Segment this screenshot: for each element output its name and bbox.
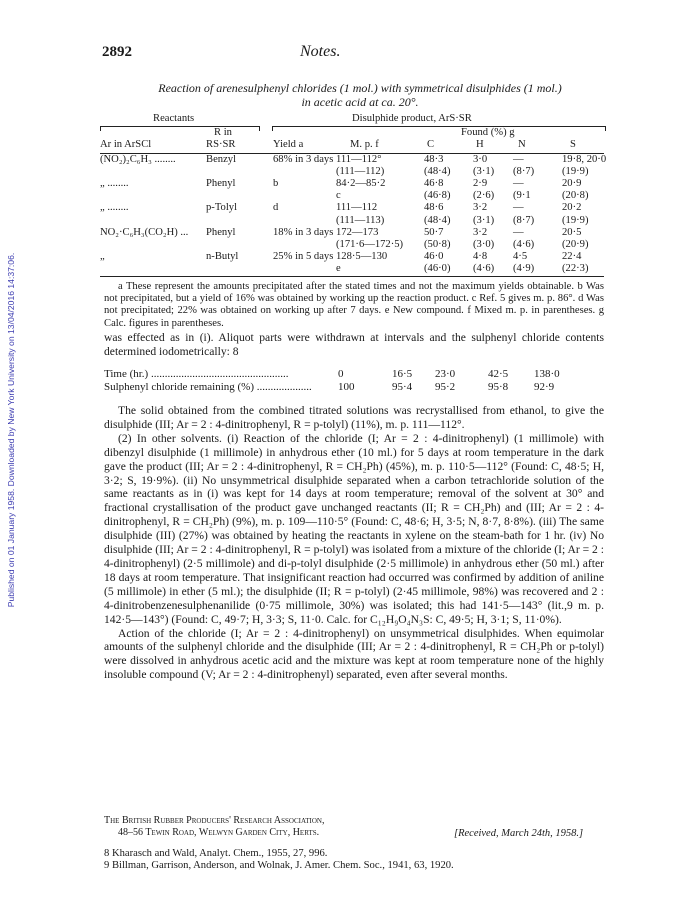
cell-mp: c bbox=[336, 190, 341, 202]
cell-r: n-Butyl bbox=[206, 250, 239, 262]
paragraph-2: (2) In other solvents. (i) Reaction of the chloride (I; Ar = 2 : 4-dinitrophenyl) (1 millimole) with dibenzyl disulphide (1 millimole) in anhydrous ether (10 ml.) for 5 days at room temperature in the dark gave the product (III; Ar = 2 : 4-dinitrophenyl, R = CH₂Ph) (45%), m. p. 110·5—112° (Found: C, 48·5; H, 3·2; S, 19·9%). (ii) No unsymmetrical disulphide separated when a carbon tetrachloride solution of the same reactants as in (i) was kept for 14 days at room temperature; removal of the solvent at 30° and fractional crystallisation of the product gave unchanged reactants (II; R = CH₂Ph) and (III; Ar = 2 : 4-dinitrophenyl, R = CH₂Ph) (9%), m. p. 109—110·5° (Found: C, 48·6; H, 3·5; N, 8·7, 8·8%). (iii) The same disulphide (III) (27%) was obtained by heating the reactants in xylene on the steam-bath for 1 hr. (iv) No disulphide (III; Ar = 2 : 4-dinitrophenyl, R = p-tolyl) was isolated from a mixture of the chloride (I; Ar = 2 : 4-dinitrophenyl) (2·5 millimole) and di-p-tolyl disulphide (2·5 millimole) in anhydrous ether (50 ml.) after 18 days at room temperature. That insignificant reaction had occurred was confirmed by addition of aniline (5 millimole) in ether (5 ml.); the disulphide (II; R = p-tolyl) (2·45 millimole, 98%) was recovered and 2 : 4-dinitrobenzenesulphenanilide (0·75 millimole, 30%) was isolated; this had 141·5—143° (lit.,9 m. p. 142·5—143°) (Found: C, 49·7; H, 3·3; S, 11·0. Calc. for C₁₂H₉O₄N₃S: C, 49·5; H, 3·1; S, 11·0%). bbox=[104, 431, 604, 626]
cell-h: (4·6) bbox=[473, 262, 495, 274]
cell-yield: d bbox=[273, 202, 279, 214]
cell-s: 22·4 bbox=[562, 250, 582, 262]
cell-mp: 111—112 bbox=[336, 202, 378, 214]
time-value: 138·0 bbox=[534, 368, 560, 380]
cell-mp: (111—112) bbox=[336, 166, 385, 178]
header-n: N bbox=[518, 139, 526, 150]
cell-r: Phenyl bbox=[206, 178, 236, 190]
cell-n: — bbox=[513, 202, 524, 214]
header-s: S bbox=[570, 139, 576, 150]
cell-ar: „ bbox=[100, 250, 105, 262]
page-number: 2892 bbox=[102, 44, 132, 60]
cell-ar: NO₂·C₆H₃(CO₂H) ... bbox=[100, 226, 189, 238]
cell-r: Phenyl bbox=[206, 226, 236, 238]
cell-yield: b bbox=[273, 178, 279, 190]
affiliation-line-1: The British Rubber Producers' Research Association, bbox=[104, 815, 325, 826]
affiliation bbox=[104, 815, 324, 839]
cell-h: (2·6) bbox=[473, 190, 495, 202]
cell-r: Benzyl bbox=[206, 154, 237, 165]
cell-h: 2·9 bbox=[473, 178, 488, 190]
time-row-label: Time (hr.) .................................................. bbox=[104, 368, 289, 380]
cell-n: — bbox=[513, 226, 524, 238]
table-caption bbox=[110, 81, 610, 109]
cell-c: 46·8 bbox=[424, 178, 444, 190]
cell-s: 20·2 bbox=[562, 202, 582, 214]
remaining-value: 95·4 bbox=[392, 381, 413, 393]
header-found: Found (%) g bbox=[461, 127, 515, 138]
reference-9: 9 Billman, Garrison, Anderson, and Wolnak, J. Amer. Chem. Soc., 1941, 63, 1920. bbox=[104, 860, 454, 871]
cell-mp: 172—173 bbox=[336, 226, 379, 238]
remaining-row-label: Sulphenyl chloride remaining (%) .................... bbox=[104, 381, 312, 393]
header-rs-sr: RS·SR bbox=[206, 139, 236, 150]
cell-n: — bbox=[513, 178, 524, 190]
cell-mp: e bbox=[336, 262, 341, 274]
cell-h: 3·0 bbox=[473, 154, 488, 165]
cell-c: (48·4) bbox=[424, 166, 451, 178]
remaining-value: 95·8 bbox=[488, 381, 509, 393]
download-watermark: Published on 01 January 1958. Downloaded by New York University on 13/04/2016 14:37:06. bbox=[6, 252, 16, 608]
cell-mp: 84·2—85·2 bbox=[336, 178, 386, 190]
cell-c: (46·8) bbox=[424, 190, 451, 202]
cell-h: (3·0) bbox=[473, 238, 495, 250]
cell-mp: 128·5—130 bbox=[336, 250, 388, 262]
cell-h: 3·2 bbox=[473, 202, 488, 214]
paragraph-1: The solid obtained from the combined titrated solutions was recrystallised from ethanol, to give the disulphide (III; Ar = 2 : 4-dinitrophenyl, R = p-tolyl) (11%), m. p. 111—112°. bbox=[104, 404, 604, 431]
cell-yield: 18% in 3 days bbox=[273, 226, 334, 238]
table-footnotes: a These represent the amounts precipitated after the stated times and not the maximum yields obtainable. b Was not precipitated, but a yield of 16% was obtained by working up the reaction product. c Ref. 5 gives m. p. 86°. d Was not precipitated; 22% was obtained on working up after 7 days. e New compound. f Mixed m. p. in parentheses. g Calc. figures in parentheses. bbox=[104, 281, 604, 329]
cell-n: (8·7) bbox=[513, 214, 535, 226]
time-value: 42·5 bbox=[488, 368, 509, 380]
cell-n: (4·6) bbox=[513, 238, 535, 250]
cell-c: 48·3 bbox=[424, 154, 444, 165]
cell-s: 19·8, 20·0 bbox=[562, 154, 607, 165]
cell-s: (19·9) bbox=[562, 166, 589, 178]
reactants-brace bbox=[100, 126, 260, 131]
time-value: 0 bbox=[338, 368, 344, 380]
cell-h: 3·2 bbox=[473, 226, 488, 238]
running-title: Notes. bbox=[300, 43, 341, 60]
cell-h: 4·8 bbox=[473, 250, 488, 262]
cell-n: — bbox=[513, 154, 524, 165]
cell-s: (22·3) bbox=[562, 262, 589, 274]
paragraph-3: Action of the chloride (I; Ar = 2 : 4-dinitrophenyl) on unsymmetrical disulphides. When equimolar amounts of the sulphenyl chloride and the disulphide (III; Ar = 2 : 4-dinitrophenyl, R = CH₂Ph or p-tolyl) were dissolved in anhydrous acetic acid and the mixture was kept at room temperature none of the highly insoluble compound (V; Ar = 2 : 4-dinitrophenyl) separated, even after several months. bbox=[104, 626, 604, 682]
table-caption-line-2: in acetic acid at ca. 20°. bbox=[301, 95, 419, 109]
cell-c: 48·6 bbox=[424, 202, 444, 214]
header-mp: M. p. f bbox=[350, 139, 379, 150]
cell-ar: „ ........ bbox=[100, 178, 129, 190]
main-text bbox=[104, 404, 604, 682]
cell-s: (20·9) bbox=[562, 238, 589, 250]
remaining-value: 92·9 bbox=[534, 381, 555, 393]
cell-yield: 25% in 5 days bbox=[273, 250, 334, 262]
cell-s: (20·8) bbox=[562, 190, 589, 202]
header-disulphide-product: Disulphide product, ArS·SR bbox=[352, 113, 472, 124]
affiliation-line-2: 48–56 Tewin Road, Welwyn Garden City, Herts. bbox=[118, 827, 320, 838]
cell-r: p-Tolyl bbox=[206, 202, 238, 214]
cell-mp: (111—113) bbox=[336, 214, 385, 226]
cell-s: (19·9) bbox=[562, 214, 589, 226]
header-yield: Yield a bbox=[273, 139, 304, 150]
cell-n: (8·7) bbox=[513, 166, 535, 178]
table-bottom-rule bbox=[100, 276, 604, 277]
table-caption-line-1: Reaction of arenesulphenyl chlorides (1 mol.) with symmetrical disulphides (1 mol.) bbox=[158, 81, 562, 95]
cell-mp: (171·6—172·5) bbox=[336, 238, 404, 250]
cell-h: (3·1) bbox=[473, 166, 495, 178]
intro-paragraph: was effected as in (i). Aliquot parts were withdrawn at intervals and the sulphenyl chloride contents determined iodometrically: 8 bbox=[104, 331, 604, 358]
cell-n: (9·1 bbox=[513, 190, 531, 202]
header-h: H bbox=[476, 139, 484, 150]
remaining-value: 95·2 bbox=[435, 381, 456, 393]
cell-c: 46·0 bbox=[424, 250, 444, 262]
header-reactants: Reactants bbox=[153, 113, 195, 124]
cell-ar: „ ........ bbox=[100, 202, 129, 214]
cell-yield: 68% in 3 days bbox=[273, 154, 334, 165]
remaining-value: 100 bbox=[338, 381, 355, 393]
cell-c: (48·4) bbox=[424, 214, 451, 226]
received-date: [Received, March 24th, 1958.] bbox=[454, 828, 584, 839]
cell-mp: 111—112° bbox=[336, 154, 382, 165]
cell-s: 20·5 bbox=[562, 226, 582, 238]
cell-c: (50·8) bbox=[424, 238, 451, 250]
time-value: 16·5 bbox=[392, 368, 413, 380]
cell-h: (3·1) bbox=[473, 214, 495, 226]
cell-n: (4·9) bbox=[513, 262, 535, 274]
reference-8: 8 Kharasch and Wald, Analyt. Chem., 1955, 27, 996. bbox=[104, 848, 328, 859]
cell-n: 4·5 bbox=[513, 250, 528, 262]
time-value: 23·0 bbox=[435, 368, 456, 380]
cell-c: (46·0) bbox=[424, 262, 451, 274]
cell-c: 50·7 bbox=[424, 226, 444, 238]
header-c: C bbox=[427, 139, 435, 150]
header-ar: Ar in ArSCl bbox=[100, 139, 152, 150]
product-brace bbox=[272, 126, 606, 131]
cell-s: 20·9 bbox=[562, 178, 582, 190]
cell-ar: (NO₂)₂C₆H₃ ........ bbox=[100, 154, 176, 165]
header-r-in: R in bbox=[214, 127, 232, 138]
